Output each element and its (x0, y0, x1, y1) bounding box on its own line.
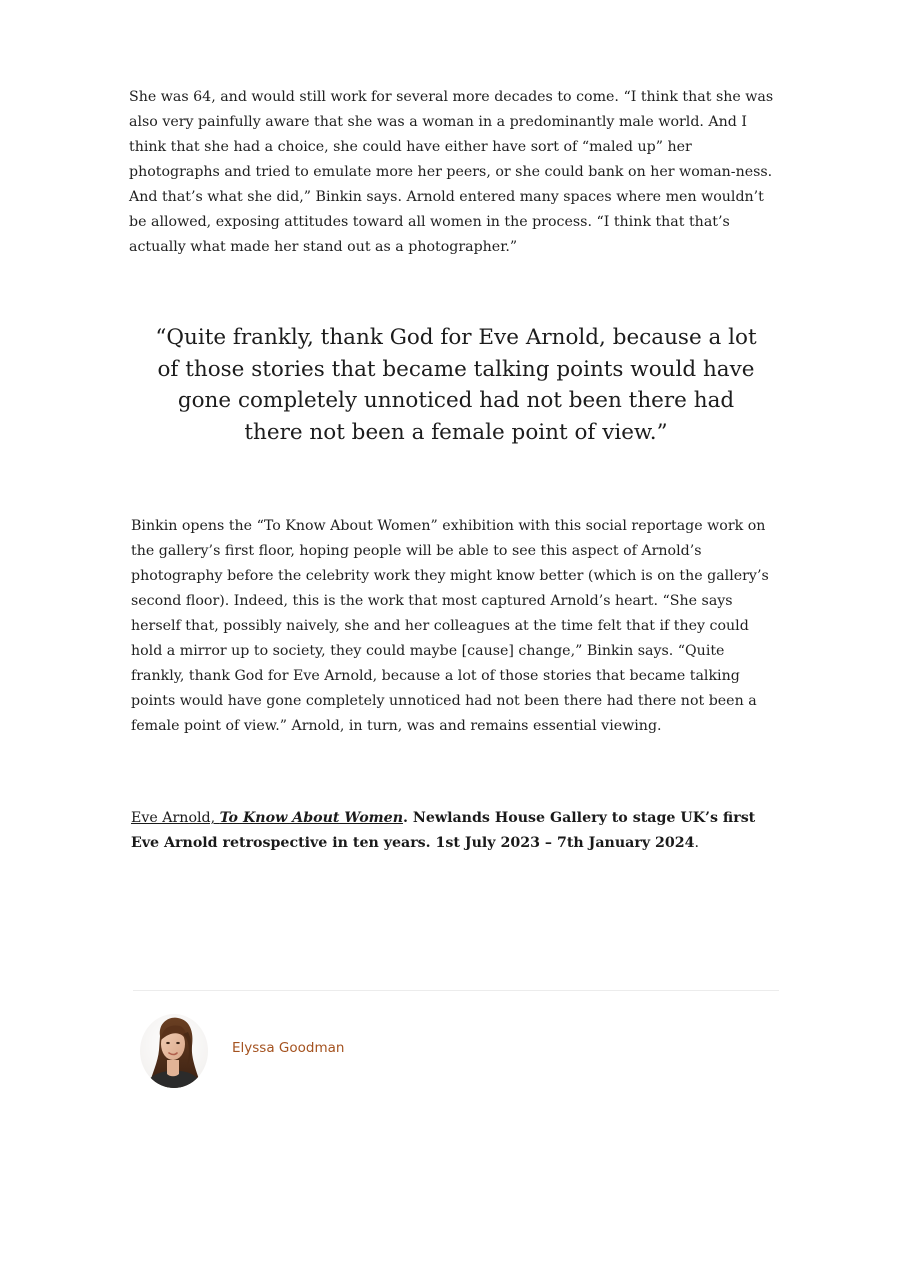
author-portrait-icon (140, 1014, 208, 1088)
author-name-link[interactable]: Elyssa Goodman (232, 1040, 345, 1056)
exhibition-details-period: . (694, 835, 700, 851)
article-paragraph: Binkin opens the “To Know About Women” exhibition with this social reportage work on the gallery’s first floor, hoping people will be able to see this aspect of Arnold’s photography before the celebrity work they might know better (which is on the gallery’s second floor). Indeed, this is the work that most captured Arnold’s heart. “She says herself that, possibly naively, she and her colleagues at the time felt that if they could hold a mirror up to society, they could maybe [cause] change,” Binkin says. “Quite frankly, thank God for Eve Arnold, because a lot of those stories that became talking points would have gone completely unnoticed had not been there had there not been a female point of view.” Arnold, in turn, was and remains essential viewing. (131, 518, 769, 734)
pull-quote: “Quite frankly, thank God for Eve Arnold, because a lot of those stories that became talking points would have gone completely unnoticed had not been there had there not been a female point of view.” (155, 325, 757, 445)
exhibition-link-artist: Eve Arnold, (131, 810, 220, 826)
exhibition-link[interactable] (131, 810, 403, 826)
exhibition-link-title: To Know About Women (219, 810, 404, 826)
exhibition-credit (131, 806, 771, 856)
author-avatar[interactable] (140, 1014, 208, 1088)
author-divider (133, 990, 779, 991)
exhibition-details: . Newlands House Gallery to stage UK’s first Eve Arnold retrospective in ten years. 1st July 2023 – 7th January 2024 (131, 810, 756, 851)
article-paragraph: She was 64, and would still work for several more decades to come. “I think that she was also very painfully aware that she was a woman in a predominantly male world. And I think that she had a choice, she could have either have sort of “maled up” her photographs and tried to emulate more her peers, or she could bank on her woman-ness. And that’s what she did,” Binkin says. Arnold entered many spaces where men wouldn’t be allowed, exposing attitudes toward all women in the process. “I think that that’s actually what made her stand out as a photographer.” (129, 89, 774, 255)
